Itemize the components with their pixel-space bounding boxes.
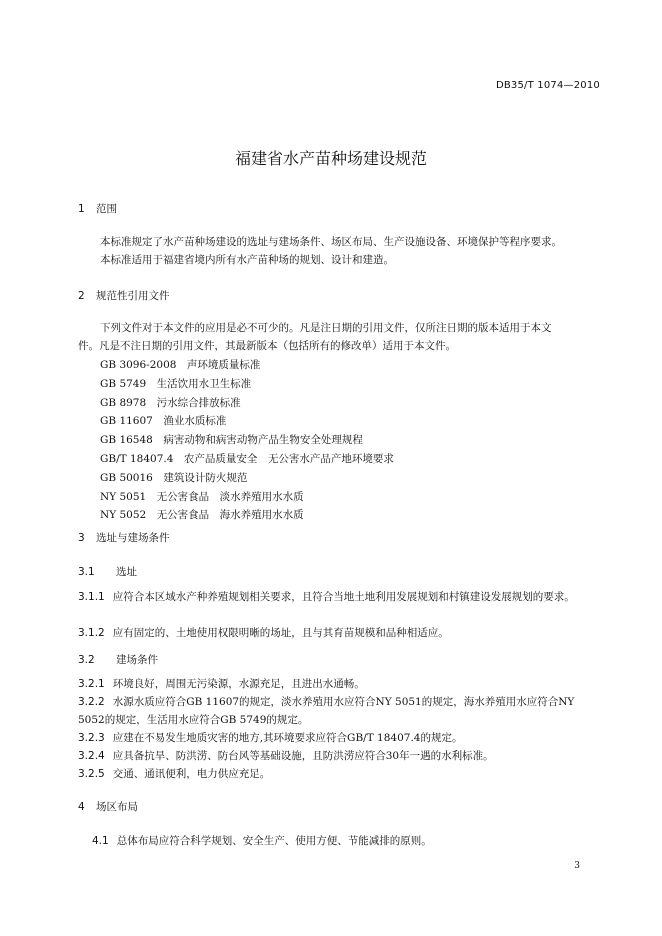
clause-text: 应建在不易发生地质灾害的地方,其环境要求应符合GB/T 18407.4的规定。: [112, 732, 463, 744]
section-title: 场区布局: [96, 801, 138, 813]
clause-number: 3.2.2: [78, 696, 105, 708]
clause-number: 3.1.1: [78, 591, 105, 603]
section-number: 3: [78, 532, 85, 544]
subsection-number: 3.1: [78, 566, 95, 578]
clause-4-1: [92, 832, 600, 850]
subsection-heading-3-1: [78, 564, 137, 579]
scope-paragraph-1: 本标准规定了水产苗种场建设的选址与建场条件、场区布局、生产设施设备、环境保护等程序要求。: [100, 236, 562, 248]
clause-text: 应有固定的、土地使用权限明晰的场址，且与其育苗规模和品种相适应。: [112, 627, 449, 639]
clause-text: 应具备抗旱、防洪涝、防台风等基础设施，且防洪涝应符合30年一遇的水利标准。: [112, 750, 494, 762]
clause-number: 3.1.2: [78, 627, 105, 639]
reference-item: GB 11607 渔业水质标准: [100, 415, 227, 428]
clause-3-2-3: [78, 729, 600, 747]
section-number: 4: [78, 801, 85, 813]
clause-number: 4.1: [92, 835, 109, 847]
section-heading-1: [78, 201, 117, 216]
section-number: 2: [78, 290, 85, 302]
clause-number: 3.2.4: [78, 750, 105, 762]
normative-reference-list: [100, 356, 394, 525]
document-code-header: DB35/T 1074—2010: [495, 80, 600, 91]
clause-text: 交通、通讯便利，电力供应充足。: [112, 768, 271, 780]
reference-item: GB 50016 建筑设计防火规范: [100, 471, 248, 484]
clause-text: 水源水质应符合GB 11607的规定，淡水养殖用水应符合NY 5051的规定，海水养殖用水应符合NY 5052的规定，生活用水应符合GB 5749的规定。: [78, 696, 575, 726]
subsection-heading-3-2: [78, 652, 158, 667]
reference-item: NY 5051 无公害食品 淡水养殖用水水质: [100, 490, 304, 503]
scope-paragraph-2: 本标准适用于福建省境内所有水产苗种场的规划、设计和建造。: [100, 254, 394, 266]
clause-3-2-4: [78, 747, 600, 765]
clause-number: 3.2.5: [78, 768, 105, 780]
references-intro-line-2: 件。凡是不注日期的引用文件，其最新版本（包括所有的修改单）适用于本文件。: [78, 340, 456, 352]
clause-3-2-5: [78, 765, 600, 783]
clause-3-2-2: [78, 693, 600, 729]
references-intro-line-1: 下列文件对于本文件的应用是必不可少的。凡是注日期的引用文件，仅所注日期的版本适用于本文: [100, 322, 552, 334]
clause-text: 应符合本区域水产种养殖规划相关要求，且符合当地土地利用发展规划和村镇建设发展规划的要求。: [112, 591, 575, 603]
clause-number: 3.2.1: [78, 678, 105, 690]
reference-item: GB 3096-2008 声环境质量标准: [100, 359, 261, 371]
document-title: 福建省水产苗种场建设规范: [234, 149, 427, 168]
section-title: 范围: [96, 203, 117, 215]
section-number: 1: [78, 203, 85, 215]
reference-item: GB/T 18407.4 农产品质量安全 无公害水产品产地环境要求: [100, 452, 394, 465]
reference-item: GB 8978 污水综合排放标准: [100, 396, 241, 409]
clause-3-1-1: [78, 588, 600, 606]
page-number: 3: [574, 861, 580, 871]
section-title: 选址与建场条件: [96, 532, 170, 544]
reference-item: GB 16548 病害动物和病害动物产品生物安全处理规程: [100, 434, 363, 447]
section-heading-4: [78, 799, 138, 814]
clause-text: 环境良好，周围无污染源，水源充足，且进出水通畅。: [112, 678, 365, 690]
subsection-title: 选址: [116, 566, 137, 578]
subsection-number: 3.2: [78, 654, 95, 666]
section-title: 规范性引用文件: [96, 290, 170, 302]
section-heading-3: [78, 530, 170, 545]
clause-number: 3.2.3: [78, 732, 105, 744]
clause-text: 总体布局应符合科学规划、安全生产、使用方便、节能减排的原则。: [116, 835, 432, 847]
clause-3-2-1: [78, 675, 600, 693]
reference-item: NY 5052 无公害食品 海水养殖用水水质: [100, 509, 304, 522]
reference-item: GB 5749 生活饮用水卫生标准: [100, 377, 252, 390]
section-heading-2: [78, 288, 170, 303]
subsection-title: 建场条件: [116, 654, 158, 666]
clause-3-1-2: [78, 624, 600, 642]
